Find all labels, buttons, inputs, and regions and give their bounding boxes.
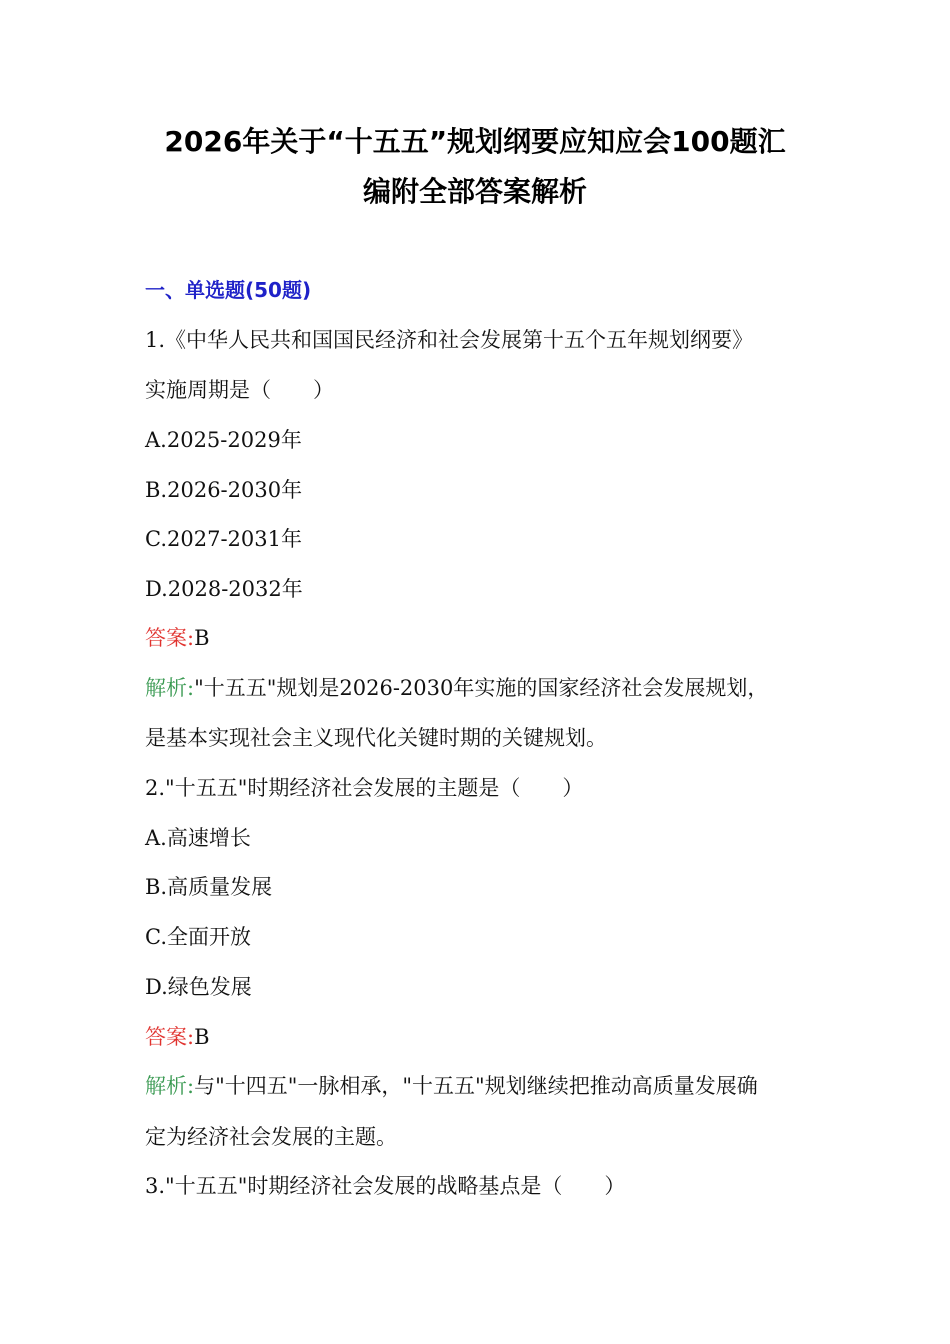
question-1-option-c: C.2027-2031年 (145, 527, 302, 551)
explanation-text: 与"十四五"一脉相承，"十五五"规划继续把推动高质量发展确 (194, 1074, 758, 1098)
question-1-stem-line-1: 1.《中华人民共和国国民经济和社会发展第十五个五年规划纲要》 (145, 328, 754, 352)
question-2-stem: 2."十五五"时期经济社会发展的主题是（ ） (145, 776, 584, 800)
question-2-explanation-line-1 (145, 1070, 825, 1102)
document-title-line-1: 2026年关于“十五五”规划纲要应知应会100题汇 (164, 125, 786, 158)
explanation-label: 解析: (145, 676, 195, 700)
question-2-option-b: B.高质量发展 (145, 875, 273, 899)
question-1-stem-line-2: 实施周期是（ ） (145, 378, 334, 402)
question-1-option-b: B.2026-2030年 (145, 478, 303, 502)
section-heading-single-choice: 一、单选题(50题) (145, 278, 312, 302)
question-2-option-c: C.全面开放 (145, 925, 251, 949)
question-2-option-d: D.绿色发展 (145, 975, 252, 999)
question-1-option-d: D.2028-2032年 (145, 577, 303, 601)
answer-label: 答案: (145, 626, 195, 650)
question-2-option-a: A.高速增长 (145, 826, 251, 850)
question-1-explanation-line-2: 是基本实现社会主义现代化关键时期的关键规划。 (145, 726, 607, 750)
question-1-option-a: A.2025-2029年 (145, 428, 302, 452)
answer-value: B (194, 626, 210, 650)
question-1-answer (145, 622, 825, 654)
question-3-stem: 3."十五五"时期经济社会发展的战略基点是（ ） (145, 1174, 626, 1198)
question-1-explanation-line-1 (145, 672, 825, 704)
answer-value: B (194, 1025, 210, 1049)
question-2-answer (145, 1021, 825, 1053)
document-title-line-2: 编附全部答案解析 (362, 175, 587, 208)
question-2-explanation-line-2: 定为经济社会发展的主题。 (145, 1125, 397, 1149)
explanation-text: "十五五"规划是2026-2030年实施的国家经济社会发展规划， (194, 676, 769, 700)
answer-label: 答案: (145, 1025, 195, 1049)
explanation-label: 解析: (145, 1074, 195, 1098)
